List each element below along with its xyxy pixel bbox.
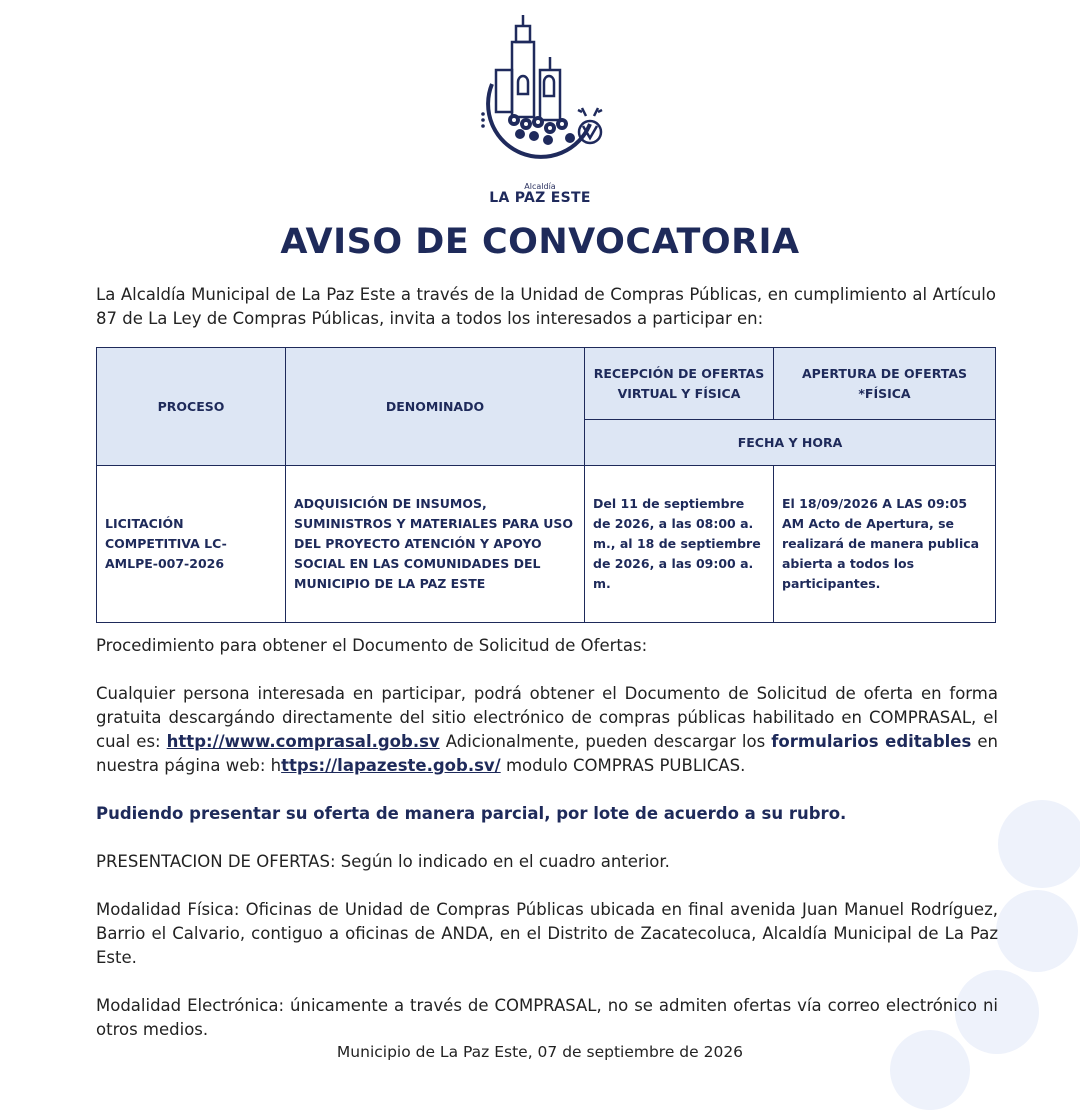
editable-forms-text: formularios editables [771,732,972,751]
modalidad-electronica-text: Modalidad Electrónica: únicamente a través de COMPRASAL, no se admiten ofertas vía correo electrónico ni otros medios. [96,996,998,1039]
logo-caption: Alcaldía [524,182,556,191]
website-link[interactable]: ttps://lapazeste.gob.sv/ [281,756,501,775]
header-denominado: DENOMINADO [286,348,585,466]
procedure-text: en nuestra página web: h [96,732,998,775]
cell-recepcion: Del 11 de septiembre de 2026, a las 08:00 a. m., al 18 de septiembre de 2026, a las 09:00 a. m. [585,466,774,623]
modalidad-fisica-text: Modalidad Física: Oficinas de Unidad de Compras Públicas ubicada en final avenida Juan Manuel Rodríguez, Barrio el Calvario, contiguo a oficinas de ANDA, en el Distrito de Zacatecoluca, Alcaldía Municipal de La Paz Este. [96,900,998,967]
procedure-text: modulo COMPRAS PUBLICAS. [500,756,746,775]
cell-proceso: LICITACIÓN COMPETITIVA LC-AMLPE-007-2026 [97,466,286,623]
decorative-circle [996,890,1078,972]
table-row [97,466,996,623]
procedure-text: Cualquier persona interesada en participar, podrá obtener el Documento de Solicitud de oferta en forma gratuita descargándo directamente del sitio electrónico de compras públicas habilitado en COMPRASAL, el cual es: [96,684,998,751]
header-apertura: APERTURA DE OFERTAS *FÍSICA [774,348,996,420]
header-recepcion: RECEPCIÓN DE OFERTAS VIRTUAL Y FÍSICA [585,348,774,420]
decorative-circle [890,1030,970,1110]
partial-offer-note: Pudiendo presentar su oferta de manera parcial, por lote de acuerdo a su rubro. [96,804,847,823]
decorative-circle [998,800,1080,888]
cell-denominado: ADQUISICIÓN DE INSUMOS, SUMINISTROS Y MATERIALES PARA USO DEL PROYECTO ATENCIÓN Y APOYO SOCIAL EN LAS COMUNIDADES DEL MUNICIPIO DE LA PAZ ESTE [286,466,585,623]
presentacion-text: PRESENTACION DE OFERTAS: Según lo indicado en el cuadro anterior. [96,852,670,871]
procedure-heading: Procedimiento para obtener el Documento de Solicitud de Ofertas: [96,636,648,655]
alcaldia-logo [470,12,615,190]
cell-apertura: El 18/09/2026 A LAS 09:05 AM Acto de Apertura, se realizará de manera publica abierta a todos los participantes. [774,466,996,623]
procedure-paragraph [96,682,998,778]
footer-date-line: Municipio de La Paz Este, 07 de septiembre de 2026 [336,1043,744,1061]
page-title: AVISO DE CONVOCATORIA [280,222,800,262]
comprasal-link[interactable]: http://www.comprasal.gob.sv [166,732,440,751]
intro-paragraph: La Alcaldía Municipal de La Paz Este a través de la Unidad de Compras Públicas, en cumplimiento al Artículo 87 de La Ley de Compras Públicas, invita a todos los interesados a participar en: [96,285,996,328]
logo-name: LA PAZ ESTE [489,190,591,206]
procedure-text: Adicionalmente, pueden descargar los [439,732,772,751]
header-fecha-hora: FECHA Y HORA [585,420,996,466]
header-proceso: PROCESO [97,348,286,466]
process-table [96,347,996,623]
